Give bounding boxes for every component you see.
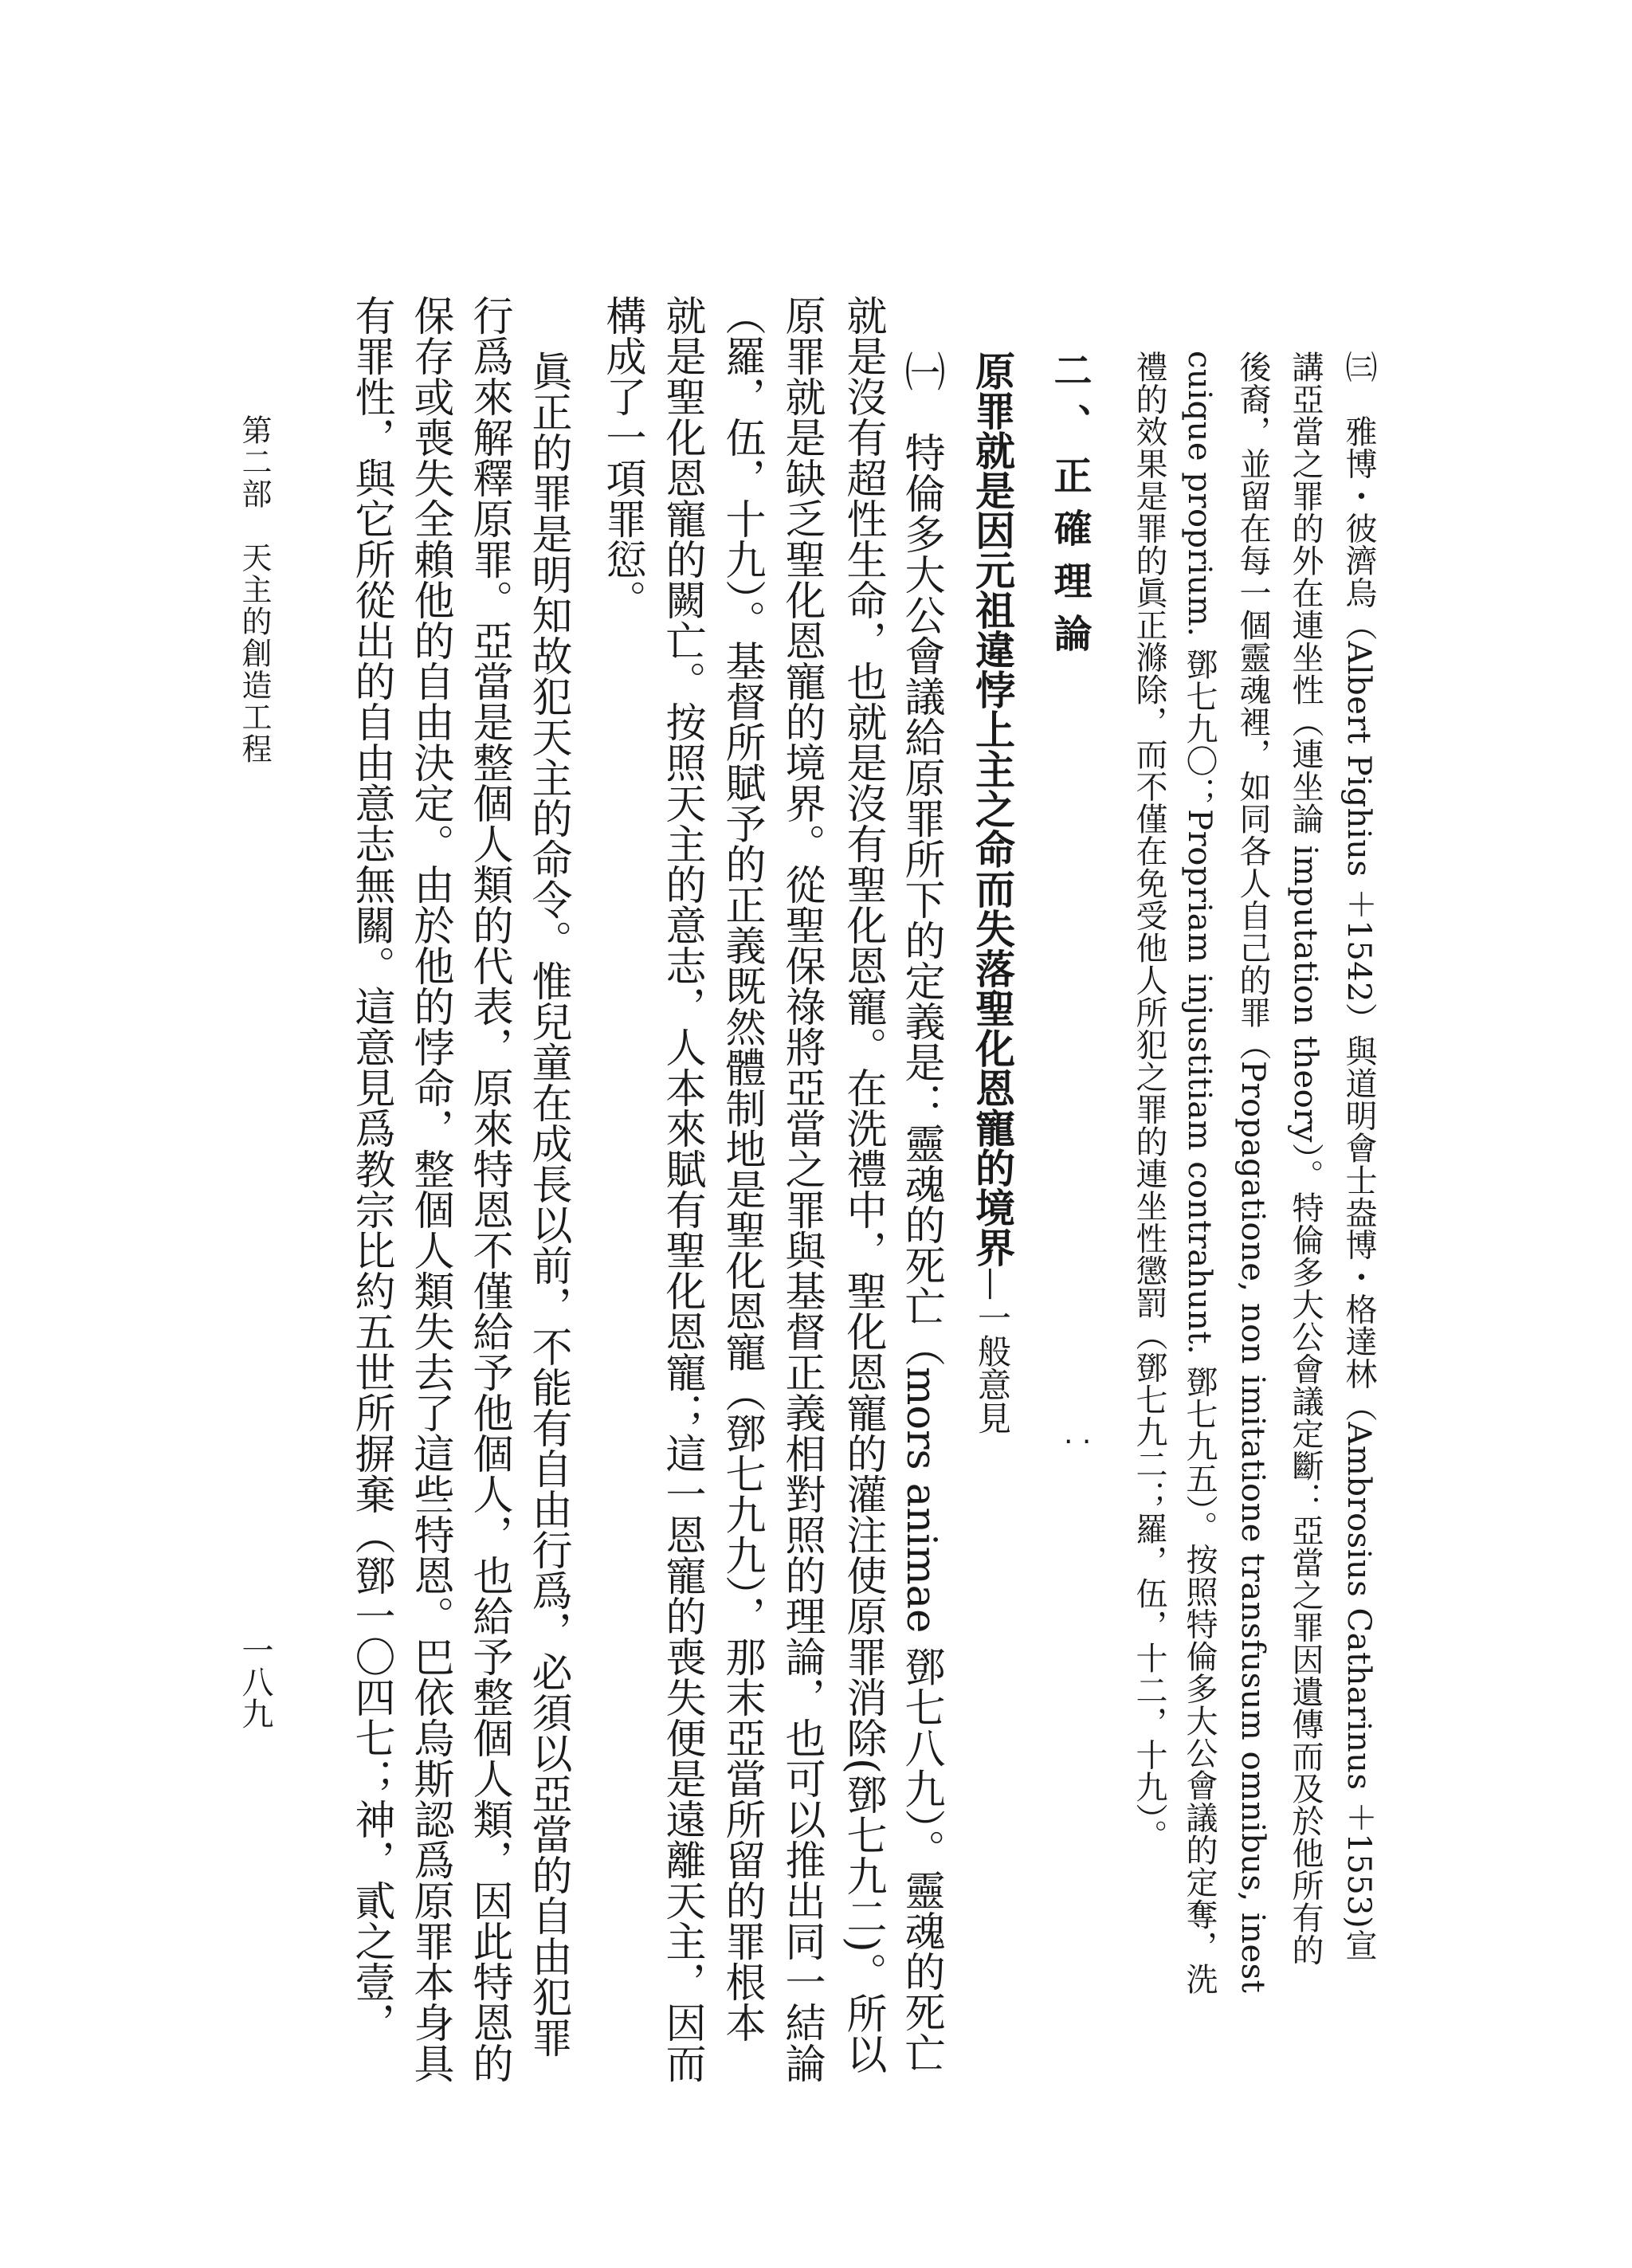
body-line: 行爲來解釋原罪。亞當是整個人類的代表，原來特恩不僅給予他個人，也給予整個人類，因此特恩的 (465, 295, 512, 2083)
body-line: （羅，伍，十九）。基督所賦予的正義既然體制地是聖化恩寵（鄧七九九），那末亞當所留的罪根本 (718, 295, 765, 2042)
body-line: ㈠ 特倫多大公會議給原罪所下的定義是：靈魂的死亡（mors animae 鄧七八九）。靈魂的死亡 (897, 351, 944, 2074)
subheading (969, 351, 1015, 1434)
subheading-title: 原罪就是因元祖違悖上主之命而失落聖化恩寵的境界 (969, 351, 1015, 1267)
stray-marks: · · (1064, 1426, 1092, 1458)
page-number: 一八九 (237, 1634, 273, 1729)
body-line: 有罪性，與它所從出的自由意志無關。這意見爲教宗比約五世所摒棄（鄧一〇四七；神，貳之壹， (347, 295, 394, 2042)
body-line: 就是沒有超性生命，也就是沒有聖化恩寵。在洗禮中，聖化恩寵的灌注使原罪消除(鄧七九二)。所以 (839, 295, 886, 2074)
note-line: ㈢ 雅博・彼濟烏（Albert Pighius ＋1542）與道明會士盎博・格達林（Ambrosius Catharinus ＋1553)宣 (1340, 351, 1377, 1961)
body-line: 保存或喪失全賴他的自由決定。由於他的悖命，整個人類失去了這些特恩。巴依烏斯認爲原罪本身具 (406, 295, 453, 2083)
body-line: 就是聖化恩寵的闕亡。按照天主的意志，人本來賦有聖化恩寵；這一恩寵的喪失便是遠離天主，因而 (658, 295, 705, 2083)
subheading-suffix: —一般意見 (973, 1267, 1012, 1434)
note-line: 禮的效果是罪的眞正滌除，而不僅在免受他人所犯之罪的連坐性懲罰（鄧七九二；羅，伍，十二，十九）。 (1131, 351, 1167, 1852)
body-line: 構成了一項罪愆。 (598, 295, 645, 620)
note-line: cuique proprium. 鄧七九〇；Propriam injustitiam contrahunt. 鄧七九五）。按照特倫多大公會議的定奪，洗 (1181, 351, 1218, 1995)
section-heading: 二、正確理論 (1047, 351, 1092, 666)
note-line: 講亞當之罪的外在連坐性（連坐論 imputation theory）。特倫多大公會議定斷：亞當之罪因遺傳而及於他所有的 (1287, 351, 1324, 1966)
body-line: 眞正的罪是明知故犯天主的命令。惟兒童在成長以前，不能有自由行爲，必須以亞當的自由犯罪 (524, 351, 571, 2058)
note-line: 後裔，並留在每一個靈魂裡，如同各人自己的罪（Propagatione, non imitatione transfusum omnibus, inest (1234, 351, 1271, 1994)
running-title: 第二部 天主的創造工程 (237, 414, 272, 765)
body-line: 原罪就是缺乏聖化恩寵的境界。從聖保祿將亞當之罪與基督正義相對照的理論，也可以推出同一結論 (778, 295, 825, 2083)
